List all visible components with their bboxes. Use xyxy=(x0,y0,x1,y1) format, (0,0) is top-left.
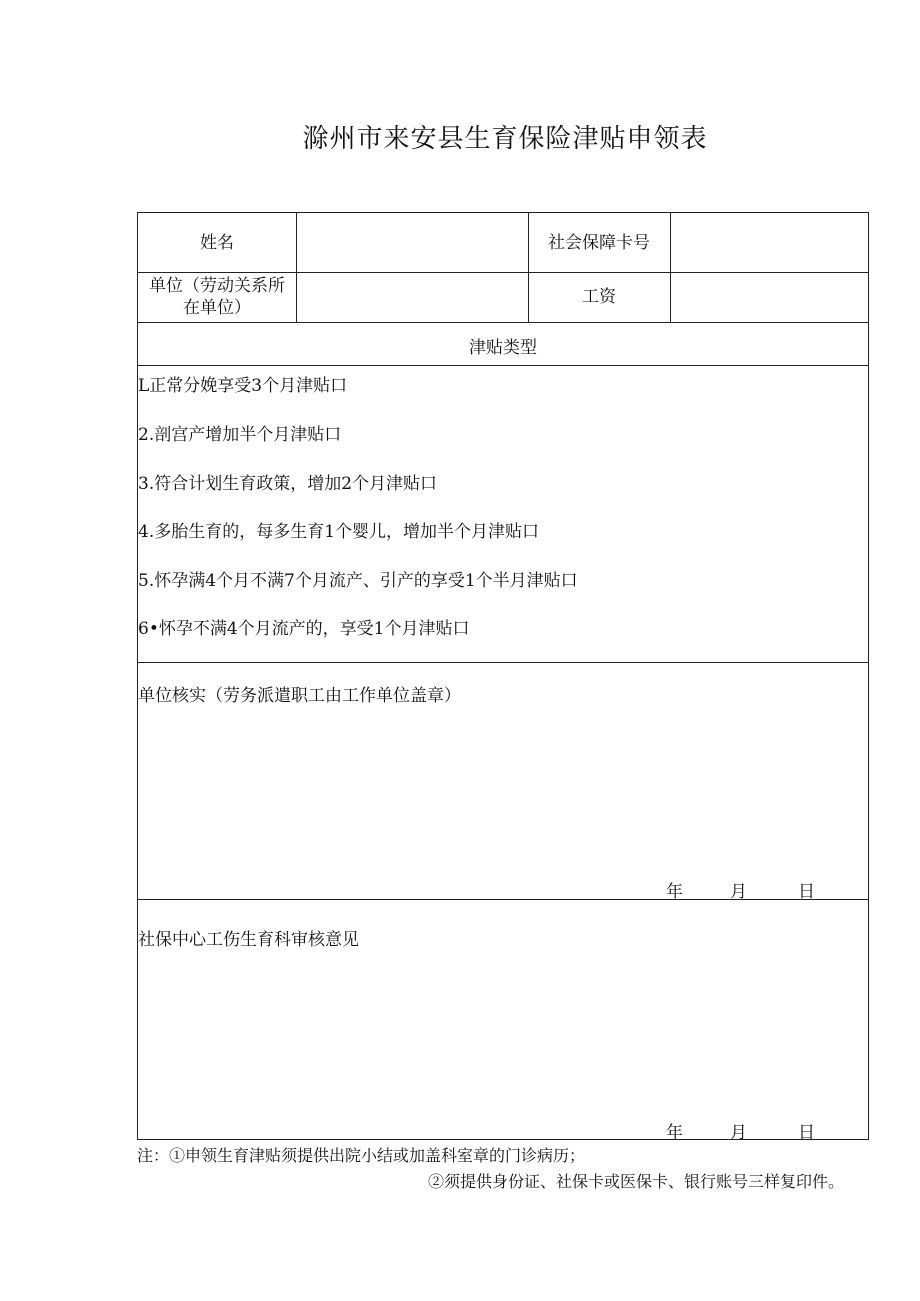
row-divider xyxy=(138,899,868,900)
employer-label: 单位（劳动关系所在单位） xyxy=(149,276,285,318)
allowance-option[interactable]: 6•怀孕不满4个月流产的，享受1个月津贴口 xyxy=(138,619,470,639)
allowance-option[interactable]: 5.怀孕满4个月不满7个月流产、引产的享受1个半月津贴口 xyxy=(138,571,578,591)
row-divider xyxy=(138,662,868,663)
social-security-card-label: 社会保障卡号 xyxy=(548,232,650,253)
date-year: 年 xyxy=(666,882,683,902)
allowance-type-header: 津贴类型 xyxy=(469,337,537,358)
unit-verification-label: 单位核实（劳务派遣职工由工作单位盖章） xyxy=(138,686,461,706)
application-form xyxy=(137,212,869,1143)
name-field[interactable] xyxy=(296,213,528,272)
unit-verification-area[interactable] xyxy=(138,708,868,868)
note-line-2: ②须提供身份证、社保卡或医保卡、银行账号三样复印件。 xyxy=(428,1172,845,1191)
date-month: 月 xyxy=(730,1123,747,1143)
employer-field[interactable] xyxy=(296,272,528,322)
name-label: 姓名 xyxy=(200,232,234,253)
social-security-card-field[interactable] xyxy=(670,213,868,272)
allowance-option[interactable]: 4.多胎生育的，每多生育1个婴儿，增加半个月津贴口 xyxy=(138,522,540,542)
center-review-label: 社保中心工伤生育科审核意见 xyxy=(138,930,359,950)
salary-label: 工资 xyxy=(582,287,616,307)
date-year: 年 xyxy=(666,1123,683,1143)
allowance-option[interactable]: 3.符合计划生育政策，增加2个月津贴口 xyxy=(138,474,438,494)
center-review-area[interactable] xyxy=(138,953,868,1113)
salary-field[interactable] xyxy=(670,272,868,322)
allowance-option[interactable]: L正常分娩享受3个月津贴口 xyxy=(138,376,348,396)
date-day: 日 xyxy=(798,882,815,902)
date-month: 月 xyxy=(730,882,747,902)
date-day: 日 xyxy=(798,1123,815,1143)
page-title: 滁州市来安县生育保险津贴申领表 xyxy=(302,124,708,154)
note-line-1: 注：①申领生育津贴须提供出院小结或加盖科室章的门诊病历； xyxy=(137,1146,586,1165)
row-divider xyxy=(138,365,868,366)
allowance-option[interactable]: 2.剖宫产增加半个月津贴口 xyxy=(138,425,342,445)
